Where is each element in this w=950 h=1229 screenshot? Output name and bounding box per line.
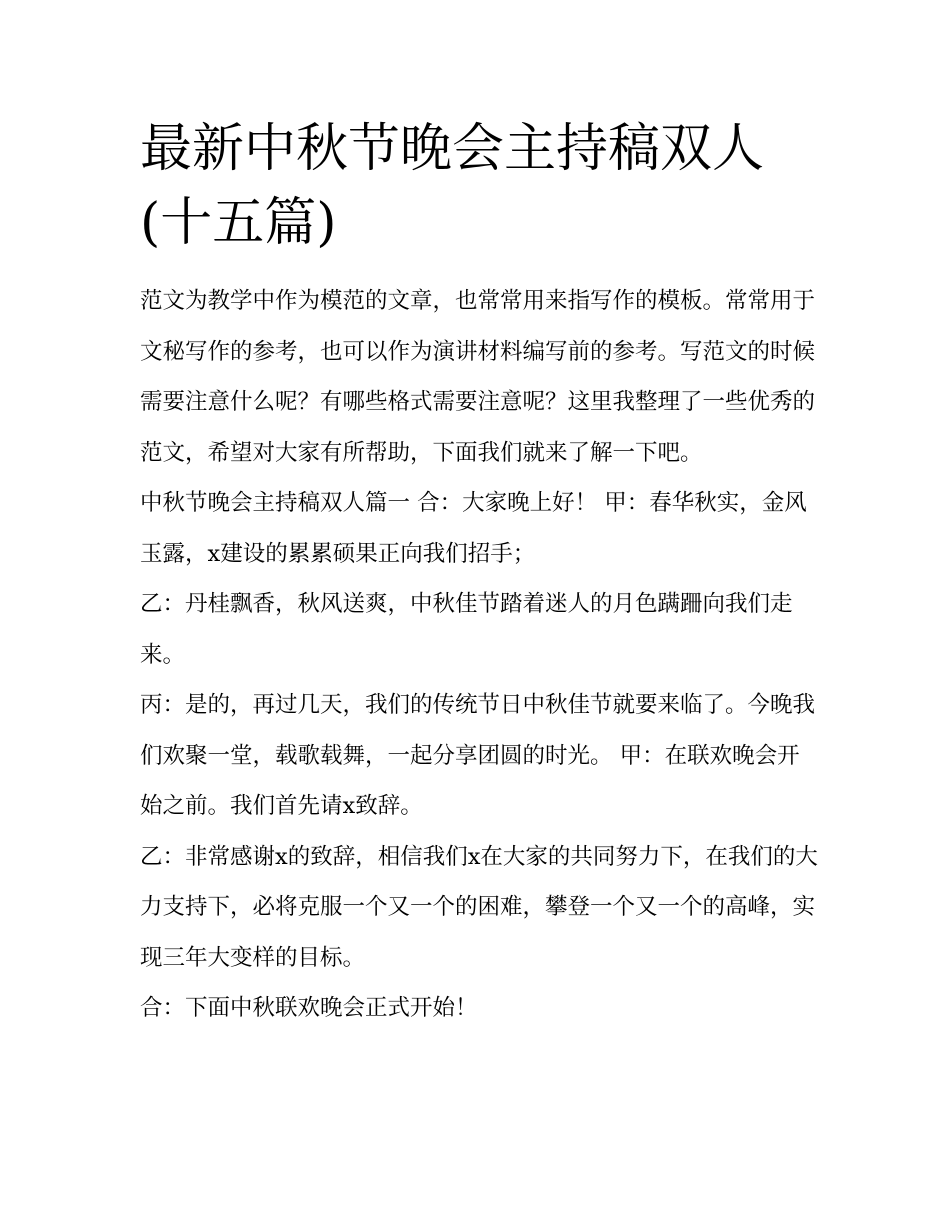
paragraph-yi-autumn: 乙：丹桂飘香，秋风送爽，中秋佳节踏着迷人的月色蹒跚向我们走来。 <box>140 591 793 668</box>
paragraph-yi-thanks: 乙：非常感谢x的致辞，相信我们x在大家的共同努力下，在我们的大力支持下，必将克服一个又一个的困难，攀登一个又一个的高峰，实现三年大变样的目标。 <box>140 843 818 971</box>
paragraph-intro: 范文为教学中作为模范的文章，也常常用来指写作的模板。常常用于文秘写作的参考，也可以作为演讲材料编写前的参考。写范文的时候需要注意什么呢？有哪些格式需要注意呢？这里我整理了一些优秀的范文，希望对大家有所帮助，下面我们就来了解一下吧。 <box>140 288 816 466</box>
document-title: 最新中秋节晚会主持稿双人(十五篇) <box>140 119 765 253</box>
paragraph-he-start: 合：下面中秋联欢晚会正式开始！ <box>140 995 478 1021</box>
document-body <box>140 276 820 1034</box>
paragraph-bing-festival: 丙：是的，再过几天，我们的传统节日中秋佳节就要来临了。今晚我们欢聚一堂，载歌载舞，一起分享团圆的时光。 甲：在联欢晚会开始之前。我们首先请x致辞。 <box>140 692 816 819</box>
paragraph-greeting: 中秋节晚会主持稿双人篇一 合：大家晚上好！ 甲：春华秋实，金风玉露，x建设的累累硕果正向我们招手； <box>140 490 807 567</box>
